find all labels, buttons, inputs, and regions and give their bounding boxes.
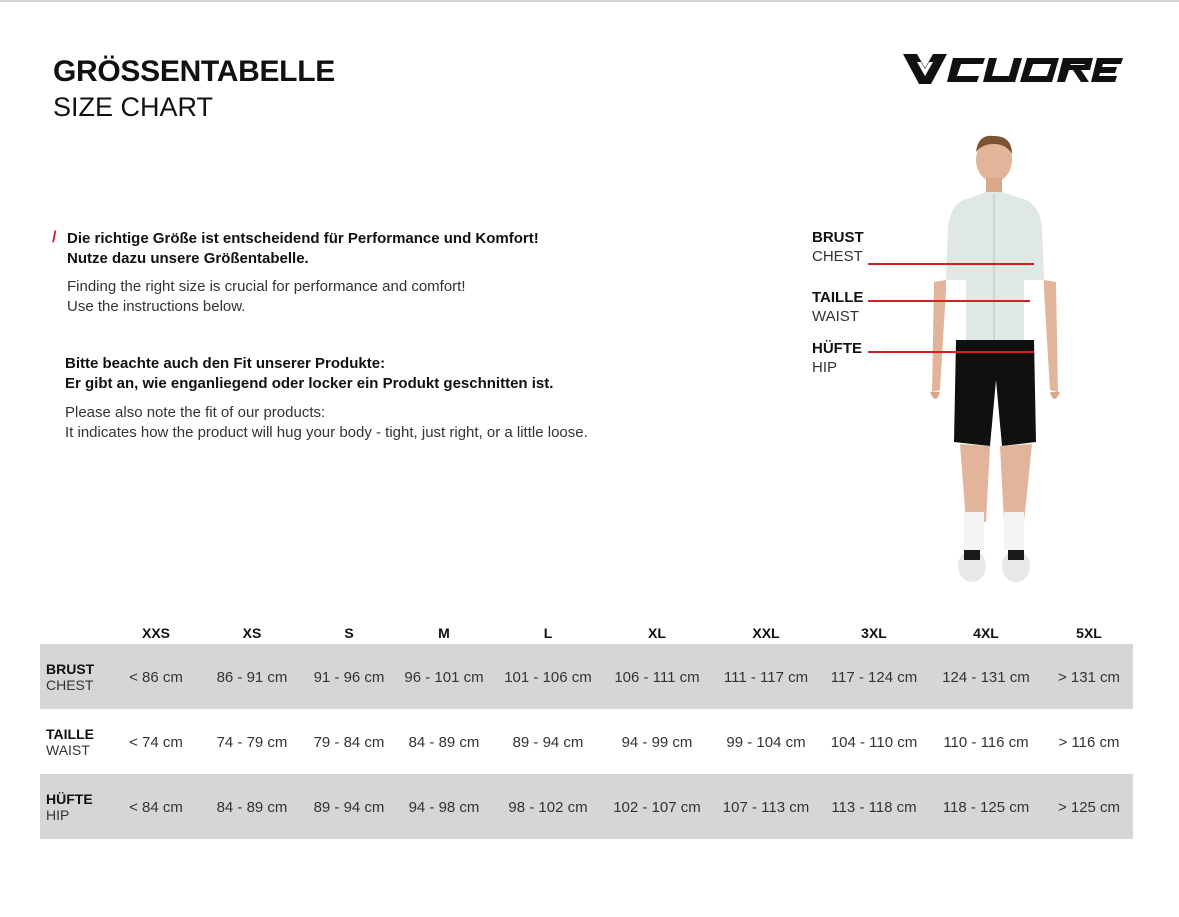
fit-english-line-2: It indicates how the product will hug your body - tight, just right, or a little loose. <box>65 424 588 441</box>
top-divider <box>0 0 1179 2</box>
size-header-m: M <box>438 625 450 641</box>
chest-label-de: BRUST <box>812 229 864 246</box>
table-cell: 96 - 101 cm <box>404 669 484 686</box>
intro-german-line-2: Nutze dazu unsere Größentabelle. <box>67 250 309 267</box>
table-cell: 91 - 96 cm <box>313 669 385 686</box>
table-cell: 113 - 118 cm <box>831 799 917 816</box>
row-label-waist-de: TAILLE <box>46 726 94 742</box>
fit-german <box>65 354 553 394</box>
size-table <box>40 620 1133 839</box>
size-header-3xl: 3XL <box>861 625 887 641</box>
size-header-4xl: 4XL <box>973 625 999 641</box>
table-cell: 110 - 116 cm <box>943 734 1029 751</box>
row-label-waist <box>46 726 94 758</box>
accent-slash: / <box>52 229 57 246</box>
table-cell: < 86 cm <box>129 669 183 686</box>
table-cell: 101 - 106 cm <box>504 669 592 686</box>
table-cell: > 125 cm <box>1057 799 1121 816</box>
fit-german-line-2: Er gibt an, wie enganliegend oder locker ein Produkt geschnitten ist. <box>65 375 554 392</box>
fit-english-line-1: Please also note the fit of our products: <box>65 404 326 421</box>
table-cell: 79 - 84 cm <box>313 734 385 751</box>
table-cell: 118 - 125 cm <box>942 799 1030 816</box>
table-cell: 84 - 89 cm <box>216 799 288 816</box>
table-row-waist <box>40 709 1133 774</box>
hip-label-en: HIP <box>812 359 838 376</box>
table-row-chest <box>40 644 1133 709</box>
row-label-hip-en: HIP <box>46 807 70 823</box>
table-cell: 107 - 113 cm <box>722 799 810 816</box>
table-cell: 106 - 111 cm <box>614 669 700 686</box>
table-cell: 102 - 107 cm <box>613 799 701 816</box>
intro-english-line-1: Finding the right size is crucial for performance and comfort! <box>67 278 466 295</box>
row-label-chest-en: CHEST <box>46 677 94 693</box>
intro-german <box>67 229 539 269</box>
table-cell: > 116 cm <box>1058 734 1120 751</box>
cuore-logo <box>903 50 1123 90</box>
chest-measure-line <box>868 263 1034 265</box>
waist-label-de: TAILLE <box>812 289 864 306</box>
intro-german-line-1: Die richtige Größe ist entscheidend für Performance und Komfort! <box>67 230 539 247</box>
waist-measure-line <box>868 300 1030 302</box>
size-table-header <box>40 620 1133 644</box>
table-cell: 99 - 104 cm <box>726 734 806 751</box>
table-row-hip <box>40 774 1133 839</box>
intro-english-line-2: Use the instructions below. <box>67 298 246 315</box>
chest-label <box>812 228 864 266</box>
row-label-waist-en: WAIST <box>46 742 90 758</box>
table-cell: 89 - 94 cm <box>313 799 385 816</box>
hip-label-de: HÜFTE <box>812 340 862 357</box>
table-cell: 94 - 98 cm <box>408 799 480 816</box>
row-label-chest-de: BRUST <box>46 661 95 677</box>
table-cell: 124 - 131 cm <box>942 669 1030 686</box>
model-figure-image <box>920 130 1070 588</box>
table-cell: 74 - 79 cm <box>216 734 288 751</box>
fit-german-line-1: Bitte beachte auch den Fit unserer Produkte: <box>65 355 386 372</box>
table-cell: 104 - 110 cm <box>830 734 918 751</box>
table-cell: 86 - 91 cm <box>216 669 288 686</box>
chest-label-en: CHEST <box>812 248 863 265</box>
row-label-hip-de: HÜFTE <box>46 791 93 807</box>
row-label-chest <box>46 661 94 693</box>
waist-label-en: WAIST <box>812 308 859 325</box>
table-cell: > 131 cm <box>1057 669 1121 686</box>
table-cell: 117 - 124 cm <box>830 669 918 686</box>
hip-measure-line <box>868 351 1034 353</box>
page-subtitle: SIZE CHART <box>53 92 214 122</box>
table-cell: 111 - 117 cm <box>723 669 809 686</box>
size-header-s: S <box>344 625 354 641</box>
table-cell: 89 - 94 cm <box>512 734 584 751</box>
table-cell: < 74 cm <box>129 734 183 751</box>
size-header-xxl: XXL <box>752 625 780 641</box>
fit-english <box>65 403 588 443</box>
table-cell: 84 - 89 cm <box>408 734 480 751</box>
table-cell: 98 - 102 cm <box>508 799 588 816</box>
size-header-xs: XS <box>242 625 262 641</box>
row-label-hip <box>46 791 93 823</box>
table-cell: 94 - 99 cm <box>621 734 693 751</box>
intro-english <box>67 277 466 317</box>
hip-label <box>812 339 862 377</box>
size-header-5xl: 5XL <box>1076 625 1102 641</box>
size-header-l: L <box>543 625 553 641</box>
size-header-xxs: XXS <box>141 625 170 641</box>
page-title: GRÖSSENTABELLE <box>53 55 335 88</box>
size-header-xl: XL <box>648 625 666 641</box>
waist-label <box>812 288 863 326</box>
table-cell: < 84 cm <box>129 799 183 816</box>
